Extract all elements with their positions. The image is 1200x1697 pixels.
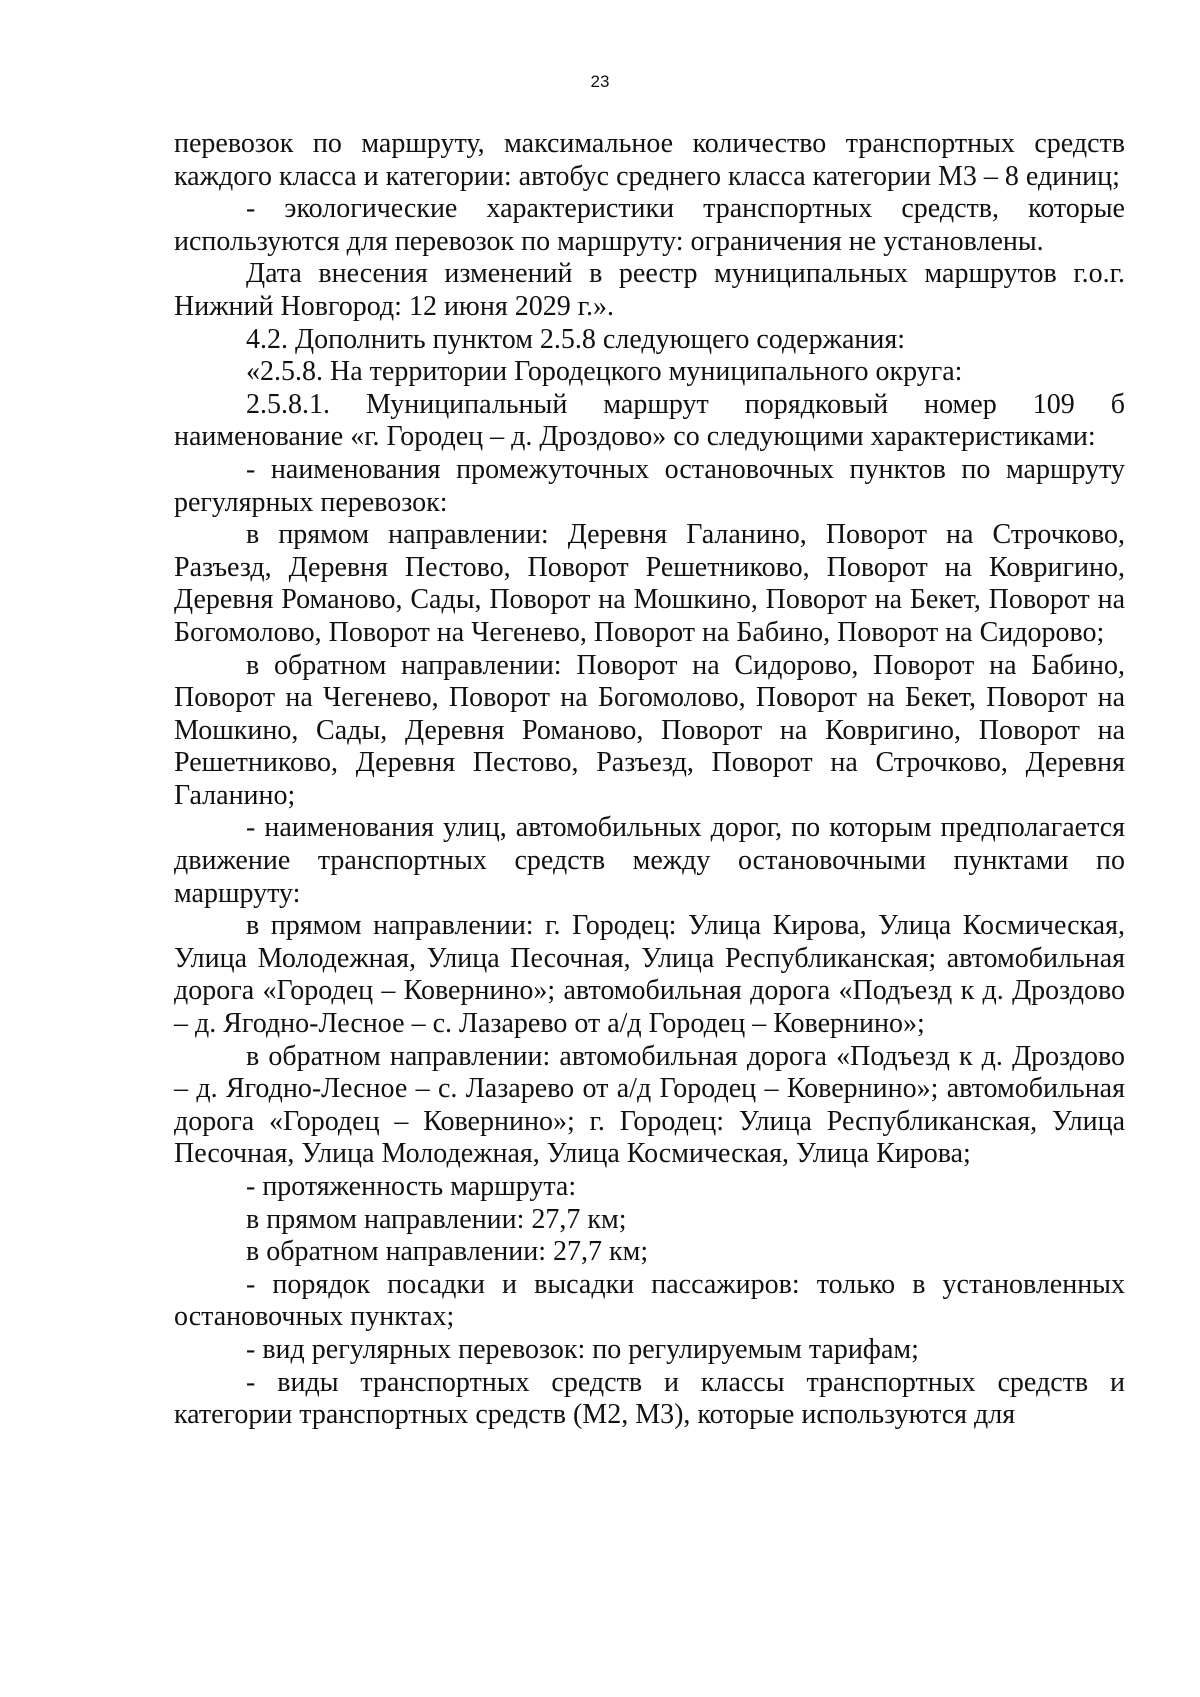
paragraph: 2.5.8.1. Муниципальный маршрут порядковый номер 109 б наименование «г. Городец – д. Дроздово» со следующими характеристиками: [174, 388, 1125, 453]
paragraph: - вид регулярных перевозок: по регулируемым тарифам; [246, 1333, 919, 1365]
paragraph: - экологические характеристики транспортных средств, которые используются для перевозок по маршруту: ограничения не установлены. [174, 193, 1125, 257]
paragraph: - наименования улиц, автомобильных дорог, по которым предполагается движение транспортных средств между остановочными пунктами по маршруту: [174, 812, 1125, 909]
paragraph: - протяженность маршрута: [246, 1171, 577, 1202]
paragraph: в прямом направлении: 27,7 км; [246, 1203, 627, 1235]
page-number: 23 [590, 72, 610, 91]
paragraph: Дата внесения изменений в реестр муниципальных маршрутов г.о.г. Нижний Новгород: 12 июня 2029 г.». [174, 258, 1125, 322]
paragraph: «2.5.8. На территории Городецкого муниципального округа: [246, 356, 963, 388]
paragraph: - порядок посадки и высадки пассажиров: только в установленных остановочных пунктах; [174, 1268, 1125, 1333]
paragraph: в прямом направлении: Деревня Галанино, Поворот на Строчково, Разъезд, Деревня Пестово, Поворот Решетниково, Поворот на Ковригино, Деревня Романово, Сады, Поворот на Мошкино, Поворот на Бекет, Поворот на Богомолово, Поворот на Чегенево, Поворот на Бабино, Поворот на Сидорово; [174, 519, 1125, 648]
paragraph: в обратном направлении: автомобильная дорога «Подъезд к д. Дроздово – д. Ягодно-Лесное – с. Лазарево от а/д Городец – Ковернино»; автомобильная дорога «Городец – Ковернино»; г. Городец: Улица Республиканская, Улица Песочная, Улица Молодежная, Улица Космическая, Улица Кирова; [174, 1040, 1125, 1170]
document-body [174, 128, 1125, 1432]
paragraph: в обратном направлении: Поворот на Сидорово, Поворот на Бабино, Поворот на Чегенево, Поворот на Богомолово, Поворот на Бекет, Поворот на Мошкино, Сады, Деревня Романово, Поворот на Ковригино, Поворот на Решетниково, Деревня Пестово, Разъезд, Поворот на Строчково, Деревня Галанино; [174, 649, 1125, 811]
paragraph: - наименования промежуточных остановочных пунктов по маршруту регулярных перевозок: [174, 453, 1125, 518]
paragraph: в обратном направлении: 27,7 км; [246, 1236, 649, 1268]
paragraph: - виды транспортных средств и классы транспортных средств и категории транспортных средств (М2, М3), которые используются для [174, 1366, 1125, 1431]
paragraph: перевозок по маршруту, максимальное количество транспортных средств каждого класса и категории: автобус среднего класса категории М3 – 8 единиц; [174, 128, 1125, 192]
paragraph: в прямом направлении: г. Городец: Улица Кирова, Улица Космическая, Улица Молодежная, Улица Песочная, Улица Республиканская; автомобильная дорога «Городец – Ковернино»; автомобильная дорога «Подъезд к д. Дроздово – д. Ягодно-Лесное – с. Лазарево от а/д Городец – Ковернино»; [174, 910, 1125, 1040]
paragraph: 4.2. Дополнить пунктом 2.5.8 следующего содержания: [246, 323, 906, 355]
